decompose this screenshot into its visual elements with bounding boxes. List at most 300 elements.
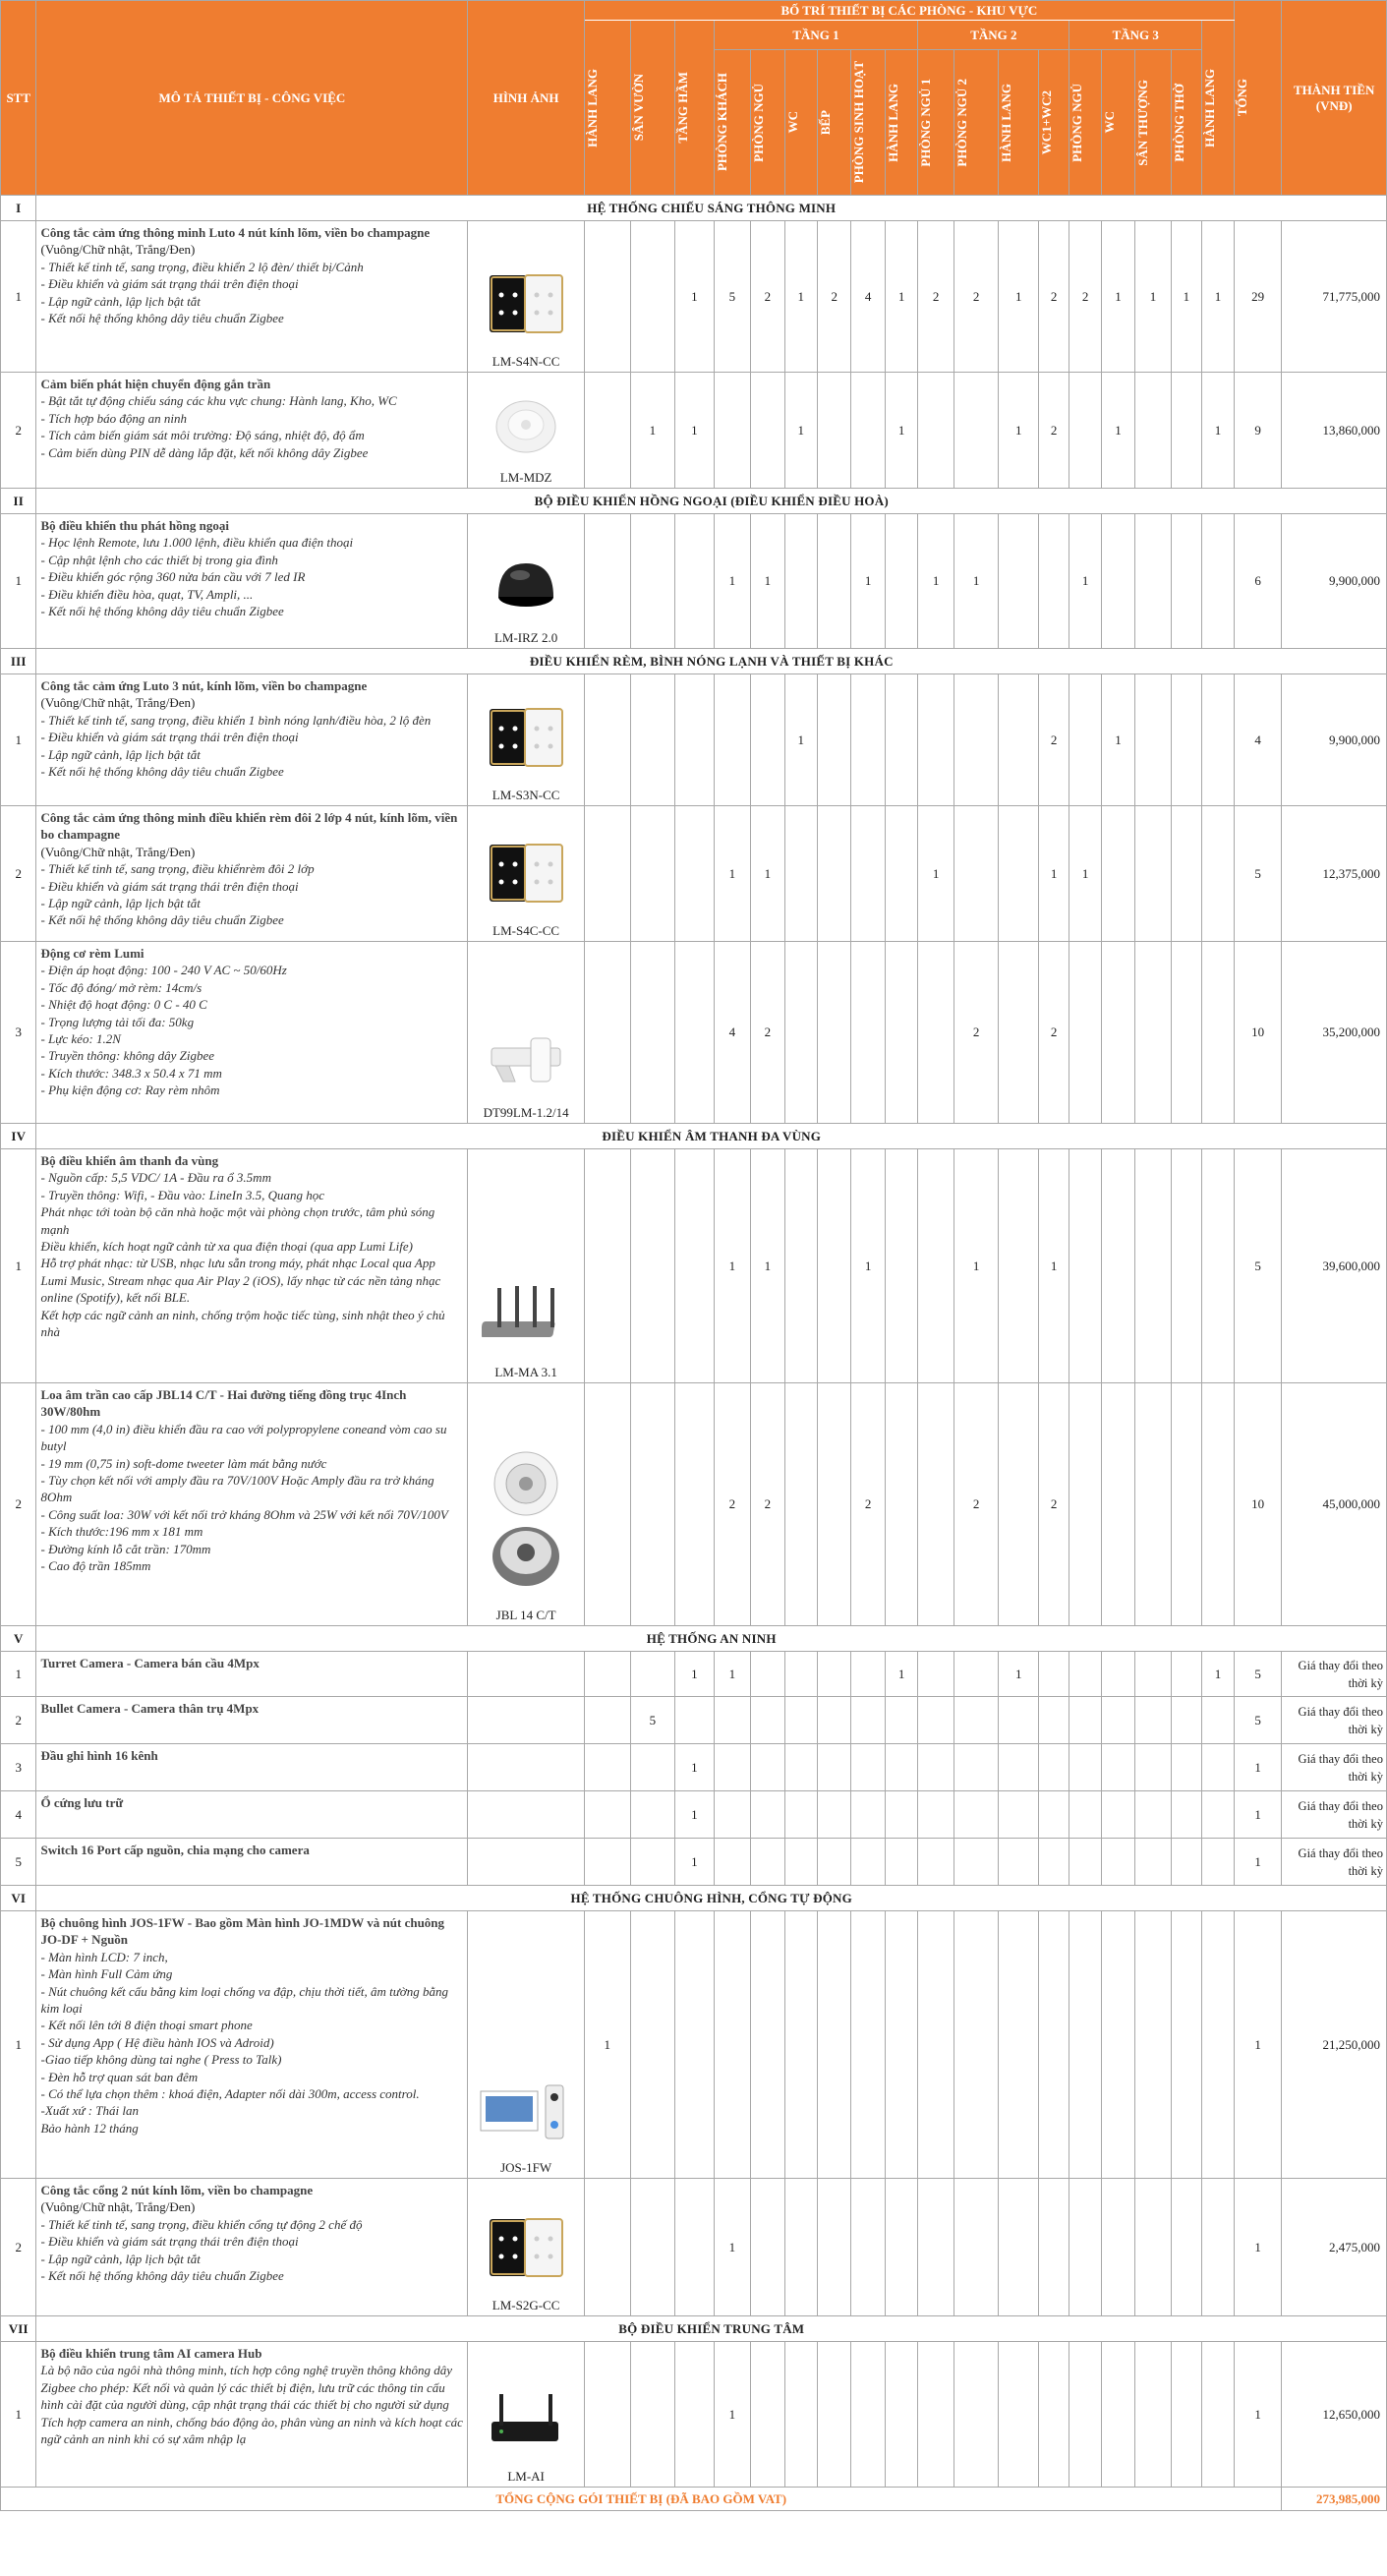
col-f1-4: PHÒNG SINH HOẠT — [851, 50, 885, 196]
qty-cell — [584, 674, 630, 806]
table-row — [1, 942, 1387, 1124]
section-number: VII — [1, 2316, 36, 2342]
item-title: Công tắc cổng 2 nút kính lõm, viền bo champagne — [40, 2183, 314, 2197]
qty-cell — [1171, 942, 1201, 1124]
row-number: 3 — [1, 1744, 36, 1791]
qty-cell — [751, 1652, 784, 1697]
item-spec-line: - Lực kéo: 1.2N — [40, 1031, 121, 1047]
row-number: 1 — [1, 1652, 36, 1697]
col-f2-3: WC1+WC2 — [1038, 50, 1069, 196]
qty-cell — [630, 1911, 675, 2179]
item-spec-line: - 19 mm (0,75 in) soft-dome tweeter làm mát bằng nước — [40, 1455, 327, 1471]
qty-cell — [1038, 1911, 1069, 2179]
qty-cell — [675, 2342, 715, 2488]
table-row — [1, 373, 1387, 489]
qty-cell — [851, 1744, 885, 1791]
qty-cell — [714, 1744, 750, 1791]
qty-cell — [1135, 806, 1171, 942]
qty-cell — [630, 2179, 675, 2316]
row-total: 5 — [1234, 806, 1282, 942]
item-description — [36, 674, 468, 806]
col-f1-2: WC — [784, 50, 817, 196]
qty-cell — [999, 1791, 1039, 1839]
table-row — [1, 2342, 1387, 2488]
qty-cell: 2 — [751, 942, 784, 1124]
section-header — [1, 1626, 1387, 1652]
table-row — [1, 1149, 1387, 1383]
item-title: Bullet Camera - Camera thân trụ 4Mpx — [40, 1701, 260, 1716]
qty-cell: 1 — [1069, 514, 1101, 649]
qty-cell — [999, 1383, 1039, 1626]
qty-cell: 1 — [751, 1149, 784, 1383]
qty-cell — [954, 1652, 999, 1697]
qty-cell — [851, 1839, 885, 1886]
qty-cell — [1171, 1652, 1201, 1697]
qty-cell — [584, 806, 630, 942]
qty-cell — [818, 942, 851, 1124]
table-row — [1, 674, 1387, 806]
qty-cell — [584, 1744, 630, 1791]
col-f3-3: PHÒNG THỜ — [1171, 50, 1201, 196]
item-spec-line: - Kết nối hệ thống không dây tiêu chuẩn Zigbee — [40, 311, 284, 326]
row-number: 1 — [1, 1911, 36, 2179]
item-title: Động cơ rèm Lumi — [40, 946, 144, 961]
qty-cell — [751, 674, 784, 806]
qty-cell — [784, 806, 817, 942]
item-image-cell — [468, 373, 585, 489]
item-spec-line: - Nút chuông kết cấu bằng kim loại chống va đập, chịu thời tiết, âm tường bằng kim loại — [40, 1983, 448, 2017]
qty-cell — [818, 373, 851, 489]
section-title: BỘ ĐIỀU KHIỂN HỒNG NGOẠI (ĐIỀU KHIỂN ĐIỀU HOÀ) — [36, 489, 1387, 514]
table-header — [1, 1, 1387, 196]
qty-cell: 1 — [675, 1839, 715, 1886]
qty-cell — [784, 1652, 817, 1697]
qty-cell — [1202, 1791, 1235, 1839]
section-number: III — [1, 649, 36, 674]
qty-cell — [818, 1697, 851, 1744]
row-total: 10 — [1234, 942, 1282, 1124]
item-spec-line: - 100 mm (4,0 in) điều khiển đầu ra cao với polypropylene coneand vòm cao su butyl — [40, 1421, 447, 1454]
item-spec-line: Là bộ não của ngôi nhà thông minh, tích hợp công nghệ truyền thông không dây Zigbee cho phép: Kết nối và quản lý các thiết bị điện, lưu trữ các thông tin cấu hình cài đặt của người dùng, cập nhật trạng thái các thiết bị cho người sử dụng Tích hợp camera an ninh, chống báo động ảo, phân vùng an ninh và kích hoạt các ngữ cảnh an ninh khi có sự xâm nhập lạ — [40, 2363, 463, 2447]
item-spec-line: Phát nhạc tới toàn bộ căn nhà hoặc một vài phòng chọn trước, tâm phủ sóng mạnh — [40, 1204, 435, 1237]
qty-cell — [954, 1839, 999, 1886]
item-image-cell — [468, 806, 585, 942]
section-header — [1, 489, 1387, 514]
qty-cell — [1171, 674, 1201, 806]
qty-cell: 1 — [584, 1911, 630, 2179]
col-description: MÔ TẢ THIẾT BỊ - CÔNG VIỆC — [36, 1, 468, 196]
qty-cell — [885, 514, 917, 649]
qty-cell — [1101, 1652, 1134, 1697]
qty-cell: 1 — [1101, 221, 1134, 373]
qty-cell — [630, 1839, 675, 1886]
col-f1-5: HÀNH LANG — [885, 50, 917, 196]
qty-cell: 1 — [954, 1149, 999, 1383]
product-code: LM-S4N-CC — [491, 354, 560, 369]
qty-cell — [584, 373, 630, 489]
qty-cell — [999, 514, 1039, 649]
qty-cell — [675, 1911, 715, 2179]
grand-total-label: TỔNG CỘNG GÓI THIẾT BỊ (ĐÃ BAO GỒM VAT) — [1, 2488, 1282, 2511]
qty-cell — [1202, 1911, 1235, 2179]
item-spec-line: - Tốc độ đóng/ mở rèm: 14cm/s — [40, 979, 202, 995]
item-description — [36, 2179, 468, 2316]
qty-cell — [584, 942, 630, 1124]
qty-cell — [1038, 1839, 1069, 1886]
qty-cell: 2 — [954, 221, 999, 373]
col-f3-1: WC — [1101, 50, 1134, 196]
qty-cell — [751, 2179, 784, 2316]
qty-cell — [1038, 514, 1069, 649]
section-number: V — [1, 1626, 36, 1652]
qty-cell — [918, 1383, 954, 1626]
qty-cell — [1171, 2179, 1201, 2316]
row-amount: 45,000,000 — [1282, 1383, 1387, 1626]
qty-cell — [1135, 514, 1171, 649]
row-total: 1 — [1234, 1791, 1282, 1839]
qty-cell — [1171, 1839, 1201, 1886]
item-description — [36, 1839, 468, 1886]
product-code: LM-IRZ 2.0 — [493, 630, 558, 645]
item-spec-line: - Tùy chọn kết nối với amply đầu ra 70V/100V Hoặc Amply đầu ra trở kháng 8Ohm — [40, 1473, 434, 1505]
item-image-cell — [468, 1839, 585, 1886]
qty-cell — [1202, 806, 1235, 942]
table-row — [1, 514, 1387, 649]
qty-cell: 1 — [885, 373, 917, 489]
qty-cell — [1171, 1383, 1201, 1626]
qty-cell — [999, 942, 1039, 1124]
qty-cell — [954, 2342, 999, 2488]
section-number: II — [1, 489, 36, 514]
table-row — [1, 2179, 1387, 2316]
qty-cell: 2 — [851, 1383, 885, 1626]
qty-cell — [1069, 2342, 1101, 2488]
qty-cell — [1038, 2179, 1069, 2316]
qty-cell — [851, 1911, 885, 2179]
qty-cell — [918, 1839, 954, 1886]
row-total: 10 — [1234, 1383, 1282, 1626]
qty-cell — [714, 1911, 750, 2179]
section-title: ĐIỀU KHIỂN RÈM, BÌNH NÓNG LẠNH VÀ THIẾT BỊ KHÁC — [36, 649, 1387, 674]
qty-cell — [918, 1149, 954, 1383]
row-total: 5 — [1234, 1149, 1282, 1383]
row-amount: 9,900,000 — [1282, 674, 1387, 806]
product-code: LM-S3N-CC — [491, 788, 560, 802]
item-spec-line: - Nhiệt độ hoạt động: 0 C - 40 C — [40, 997, 207, 1013]
qty-cell — [675, 942, 715, 1124]
item-description — [36, 942, 468, 1124]
qty-cell — [1202, 1744, 1235, 1791]
qty-cell: 2 — [714, 1383, 750, 1626]
ai-hub-icon — [468, 2386, 584, 2459]
item-image-cell — [468, 1744, 585, 1791]
qty-cell — [918, 1744, 954, 1791]
qty-cell — [1135, 1697, 1171, 1744]
qty-cell: 1 — [1038, 1149, 1069, 1383]
qty-cell — [999, 1697, 1039, 1744]
qty-cell — [818, 1652, 851, 1697]
qty-cell: 1 — [918, 806, 954, 942]
item-spec-line: - Nguồn cấp: 5,5 VDC/ 1A - Đầu ra ổ 3.5mm — [40, 1170, 271, 1186]
qty-cell — [1135, 1383, 1171, 1626]
item-spec-line: - Cảm biến dùng PIN dễ dàng lắp đặt, kết nối không dây Zigbee — [40, 444, 369, 460]
qty-cell — [630, 221, 675, 373]
item-spec-line: - Bật tắt tự động chiếu sáng các khu vực chung: Hành lang, Kho, WC — [40, 393, 397, 409]
item-spec-line: - Kết nối hệ thống không dây tiêu chuẩn Zigbee — [40, 2268, 284, 2284]
qty-cell — [1135, 674, 1171, 806]
qty-cell — [584, 1697, 630, 1744]
qty-cell — [818, 1383, 851, 1626]
qty-cell — [885, 806, 917, 942]
row-total: 1 — [1234, 2179, 1282, 2316]
section-header — [1, 649, 1387, 674]
item-spec-line: - Cập nhật lệnh cho các thiết bị trong gia đình — [40, 552, 278, 567]
qty-cell — [1171, 514, 1201, 649]
row-total: 5 — [1234, 1697, 1282, 1744]
col-f1-3: BẾP — [818, 50, 851, 196]
item-image-cell — [468, 942, 585, 1124]
item-spec-line: - Điều khiển và giám sát trạng thái trên điện thoại — [40, 2234, 299, 2250]
qty-cell — [584, 1383, 630, 1626]
qty-cell — [751, 1697, 784, 1744]
qty-cell — [851, 1791, 885, 1839]
item-title: Bộ chuông hình JOS-1FW - Bao gồm Màn hình JO-1MDW và nút chuông JO-DF + Nguồn — [40, 1915, 445, 1948]
qty-cell — [999, 806, 1039, 942]
qty-cell — [1069, 674, 1101, 806]
qty-cell — [784, 1383, 817, 1626]
qty-cell — [1135, 2179, 1171, 2316]
qty-cell — [675, 2179, 715, 2316]
row-amount: 2,475,000 — [1282, 2179, 1387, 2316]
qty-cell: 1 — [1202, 373, 1235, 489]
qty-cell: 1 — [851, 514, 885, 649]
item-description — [36, 221, 468, 373]
qty-cell — [584, 2342, 630, 2488]
item-spec-line: - Truyền thông: Wifi, - Đầu vào: LineIn 3.5, Quang học — [40, 1187, 324, 1202]
qty-cell — [885, 1149, 917, 1383]
qty-cell — [851, 674, 885, 806]
qty-cell — [1101, 1149, 1134, 1383]
qty-cell: 2 — [954, 942, 999, 1124]
qty-cell — [1202, 2179, 1235, 2316]
qty-cell — [851, 942, 885, 1124]
table-row — [1, 221, 1387, 373]
qty-cell — [584, 221, 630, 373]
qty-cell — [851, 373, 885, 489]
item-spec-line: - Thiết kế tinh tế, sang trọng, điều khiển cổng tự động 2 chế độ — [40, 2216, 363, 2232]
qty-cell — [851, 1697, 885, 1744]
row-amount: Giá thay đổi theo thời kỳ — [1282, 1697, 1387, 1744]
qty-cell — [784, 1839, 817, 1886]
row-total: 1 — [1234, 1911, 1282, 2179]
qty-cell: 1 — [1202, 221, 1235, 373]
qty-cell — [885, 2179, 917, 2316]
qty-cell: 4 — [851, 221, 885, 373]
qty-cell — [1202, 1697, 1235, 1744]
floor-3-header: TẦNG 3 — [1069, 21, 1202, 50]
row-amount: Giá thay đổi theo thời kỳ — [1282, 1839, 1387, 1886]
col-f2-0: PHÒNG NGỦ 1 — [918, 50, 954, 196]
qty-cell — [630, 2342, 675, 2488]
section-title: ĐIỀU KHIỂN ÂM THANH ĐA VÙNG — [36, 1124, 1387, 1149]
row-number: 4 — [1, 1791, 36, 1839]
qty-cell — [1101, 514, 1134, 649]
qty-cell — [1038, 1652, 1069, 1697]
item-image-cell — [468, 1791, 585, 1839]
qty-cell — [1101, 2179, 1134, 2316]
qty-cell — [885, 1911, 917, 2179]
qty-cell — [1101, 1744, 1134, 1791]
row-amount: 12,375,000 — [1282, 806, 1387, 942]
qty-cell: 2 — [1038, 373, 1069, 489]
qty-cell — [1171, 1791, 1201, 1839]
col-f2-1: PHÒNG NGỦ 2 — [954, 50, 999, 196]
qty-cell — [675, 806, 715, 942]
col-f2-2: HÀNH LANG — [999, 50, 1039, 196]
qty-cell — [1135, 1911, 1171, 2179]
qty-cell — [818, 1744, 851, 1791]
qty-cell — [1069, 2179, 1101, 2316]
row-total: 9 — [1234, 373, 1282, 489]
qty-cell — [918, 1652, 954, 1697]
row-number: 1 — [1, 674, 36, 806]
qty-cell — [675, 674, 715, 806]
qty-cell: 1 — [630, 373, 675, 489]
qty-cell — [1171, 806, 1201, 942]
section-title: HỆ THỐNG AN NINH — [36, 1626, 1387, 1652]
qty-cell — [1069, 1149, 1101, 1383]
qty-cell — [885, 1697, 917, 1744]
table-row — [1, 1791, 1387, 1839]
qty-cell — [630, 1744, 675, 1791]
col-f3-2: SÂN THƯỢNG — [1135, 50, 1171, 196]
qty-cell — [1202, 514, 1235, 649]
curtain-motor-icon — [468, 1028, 584, 1095]
qty-cell — [818, 1149, 851, 1383]
qty-cell — [1135, 942, 1171, 1124]
row-number: 1 — [1, 221, 36, 373]
qty-cell — [675, 1149, 715, 1383]
item-spec-line: - Lập ngữ cảnh, lập lịch bật tắt — [40, 293, 201, 309]
product-code: LM-S4C-CC — [492, 923, 560, 938]
col-stt: STT — [1, 1, 36, 196]
floor-1-header: TẦNG 1 — [714, 21, 918, 50]
row-number: 1 — [1, 2342, 36, 2488]
item-title: Bộ điều khiển trung tâm AI camera Hub — [40, 2346, 262, 2361]
item-title: Cảm biến phát hiện chuyển động gắn trần — [40, 377, 271, 391]
qty-cell — [1069, 1697, 1101, 1744]
product-code: JBL 14 C/T — [495, 1608, 556, 1622]
col-image: HÌNH ẢNH — [468, 1, 585, 196]
section-number: I — [1, 196, 36, 221]
item-image-cell — [468, 1149, 585, 1383]
section-header — [1, 196, 1387, 221]
item-spec-line: - Truyền thông: không dây Zigbee — [40, 1048, 215, 1064]
item-spec-line: - Kết nối hệ thống không dây tiêu chuẩn Zigbee — [40, 604, 284, 619]
col-post: HÀNH LANG — [1202, 21, 1235, 196]
item-spec-line: - Thiết kế tinh tế, sang trọng, điều khiểnrèm đôi 2 lớp — [40, 861, 315, 877]
qty-cell — [818, 674, 851, 806]
row-total: 1 — [1234, 2342, 1282, 2488]
qty-cell: 2 — [751, 221, 784, 373]
col-f1-1: PHÒNG NGỦ — [751, 50, 784, 196]
qty-cell: 2 — [818, 221, 851, 373]
row-number: 2 — [1, 806, 36, 942]
item-spec-line: - Phụ kiện động cơ: Ray rèm nhôm — [40, 1083, 220, 1098]
qty-cell: 2 — [751, 1383, 784, 1626]
qty-cell: 1 — [1038, 806, 1069, 942]
qty-cell — [818, 2342, 851, 2488]
row-number: 3 — [1, 942, 36, 1124]
switch-icon — [468, 2213, 584, 2288]
row-amount: Giá thay đổi theo thời kỳ — [1282, 1744, 1387, 1791]
item-image-cell — [468, 1383, 585, 1626]
item-title: Công tắc cảm ứng thông minh Luto 4 nút kính lõm, viền bo champagne — [40, 225, 431, 240]
section-title: HỆ THỐNG CHUÔNG HÌNH, CỔNG TỰ ĐỘNG — [36, 1886, 1387, 1911]
motion-sensor-icon — [468, 393, 584, 460]
qty-cell — [1038, 1697, 1069, 1744]
qty-cell — [630, 674, 675, 806]
qty-cell — [784, 1791, 817, 1839]
item-spec-line: - Có thể lựa chọn thêm : khoá điện, Adapter nối dài 300m, access control. — [40, 2086, 420, 2102]
item-image-cell — [468, 2179, 585, 2316]
qty-cell: 1 — [784, 221, 817, 373]
qty-cell — [675, 1697, 715, 1744]
qty-cell — [851, 2342, 885, 2488]
product-code: LM-MDZ — [499, 470, 552, 485]
item-spec-line: - Sử dụng App ( Hệ điều hành IOS và Adroid) — [40, 2034, 274, 2050]
qty-cell — [1135, 373, 1171, 489]
qty-cell — [630, 1383, 675, 1626]
row-amount: 39,600,000 — [1282, 1149, 1387, 1383]
qty-cell — [918, 1911, 954, 2179]
row-total: 1 — [1234, 1744, 1282, 1791]
qty-cell: 1 — [714, 2179, 750, 2316]
qty-cell — [1069, 1744, 1101, 1791]
qty-cell — [1202, 1839, 1235, 1886]
qty-cell — [851, 1652, 885, 1697]
item-spec-line: - Lập ngữ cảnh, lập lịch bật tắt — [40, 2251, 201, 2266]
qty-cell: 2 — [1038, 1383, 1069, 1626]
qty-cell — [1101, 1791, 1134, 1839]
qty-cell — [1069, 942, 1101, 1124]
item-description — [36, 1149, 468, 1383]
qty-cell — [1202, 1383, 1235, 1626]
item-variant: (Vuông/Chữ nhật, Trắng/Đen) — [40, 844, 196, 859]
qty-cell — [584, 1839, 630, 1886]
qty-cell: 1 — [675, 1744, 715, 1791]
item-spec-line: -Giao tiếp không dùng tai nghe ( Press to Talk) — [40, 2052, 282, 2068]
qty-cell: 1 — [885, 1652, 917, 1697]
item-spec-line: - Kết nối lên tới 8 điện thoại smart phone — [40, 2018, 253, 2033]
qty-cell — [818, 1791, 851, 1839]
qty-cell — [675, 1383, 715, 1626]
qty-cell: 2 — [1038, 942, 1069, 1124]
item-description — [36, 806, 468, 942]
item-title: Công tắc cảm ứng thông minh điều khiển rèm đôi 2 lớp 4 nút, kính lõm, viền bo champagne — [40, 810, 458, 843]
qty-cell — [918, 373, 954, 489]
product-code: LM-S2G-CC — [491, 2298, 560, 2313]
col-pre-0: HÀNH LANG — [584, 21, 630, 196]
item-image-cell — [468, 674, 585, 806]
qty-cell — [954, 1911, 999, 2179]
item-spec-line: - Kết nối hệ thống không dây tiêu chuẩn Zigbee — [40, 764, 284, 780]
qty-cell: 1 — [1171, 221, 1201, 373]
qty-cell — [1038, 1744, 1069, 1791]
qty-cell — [1135, 2342, 1171, 2488]
qty-cell — [784, 1697, 817, 1744]
item-title: Bộ điều khiển thu phát hồng ngoại — [40, 518, 229, 533]
